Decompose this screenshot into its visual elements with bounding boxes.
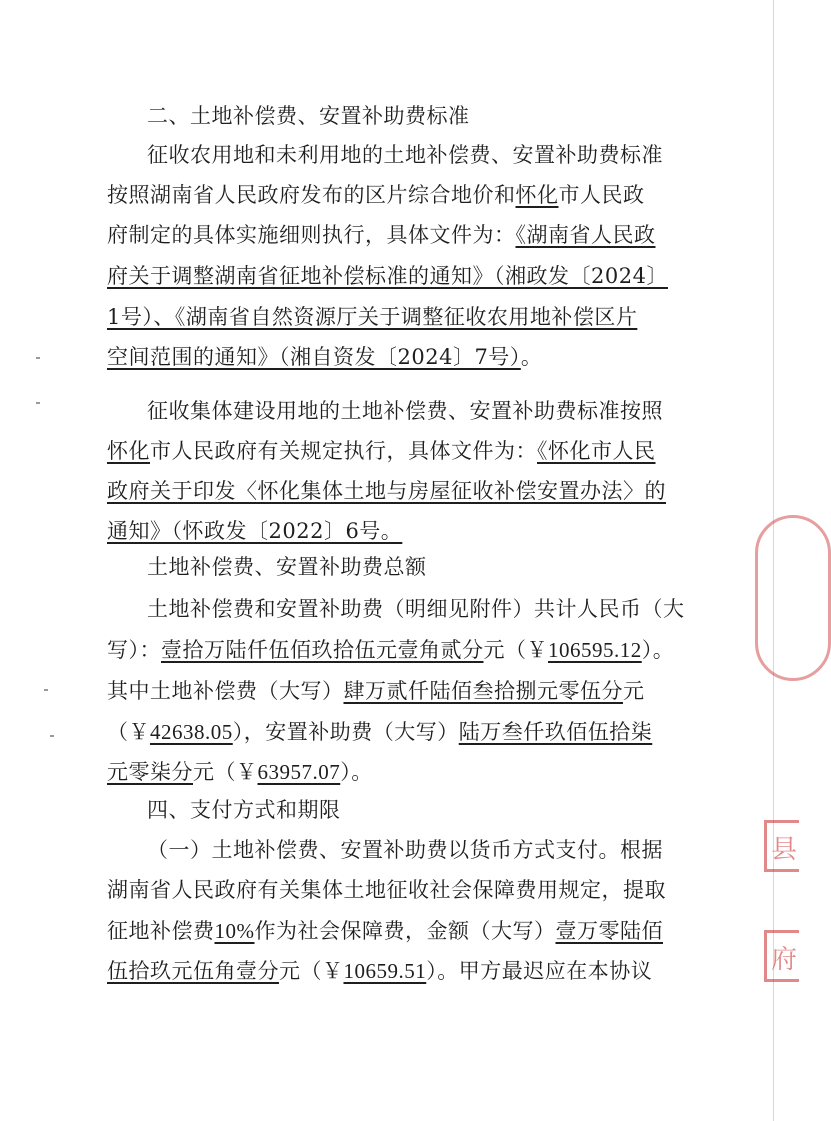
scan-speck (44, 689, 48, 691)
percentage-figure: 10% (214, 919, 255, 943)
document-reference-line: 政府关于印发〈怀化集体土地与房屋征收补偿安置办法〉的 (107, 479, 666, 503)
seal-char: 县 (771, 835, 798, 865)
paragraph-line: 怀化市人民政府有关规定执行，具体文件为：《怀化市人民 (107, 439, 656, 463)
section-heading-total: 土地补偿费、安置补助费总额 (147, 555, 427, 579)
amount-figure: 42638.05 (150, 720, 233, 744)
scan-speck (36, 402, 40, 404)
paragraph-line: 征收农用地和未利用地的土地补偿费、安置补助费标准 (147, 143, 663, 167)
document-reference-line: 府关于调整湖南省征地补偿标准的通知》（湘政发〔2024〕 (107, 264, 668, 288)
scan-speck (50, 735, 54, 737)
paragraph-line: 土地补偿费和安置补助费（明细见附件）共计人民币（大 (147, 597, 685, 621)
document-reference-line: 通知》（怀政发〔2022〕6号。 (107, 519, 403, 543)
amount-in-words: 伍拾玖元伍角壹分 (107, 959, 279, 983)
paragraph-line: 元零柒分元（￥63957.07）。 (107, 760, 373, 784)
amount-figure: 10659.51 (343, 959, 427, 983)
amount-in-words: 元零柒分 (107, 760, 193, 784)
city-name-underlined: 怀化 (515, 183, 559, 207)
paragraph-line: 府制定的具体实施细则执行，具体文件为：《湖南省人民政 (107, 223, 656, 247)
paragraph-line: 按照湖南省人民政府发布的区片综合地价和怀化市人民政 (107, 183, 645, 207)
amount-in-words: 肆万贰仟陆佰叁拾捌元零伍分 (343, 679, 623, 703)
paragraph-line: 征收集体建设用地的土地补偿费、安置补助费标准按照 (147, 399, 663, 423)
amount-in-words: 陆万叁仟玖佰伍拾柒 (458, 720, 653, 744)
document-reference-line: 1号）、《湖南省自然资源厅关于调整征收农用地补偿区片 (107, 305, 638, 329)
document-reference: 《怀化市人民 (537, 439, 656, 463)
section-heading-payment: 四、支付方式和期限 (147, 798, 341, 822)
seal-fragment-bottom (764, 930, 799, 982)
paragraph-line: 写）：壹拾万陆仟伍佰玖拾伍元壹角贰分元（￥106595.12）。 (107, 638, 675, 662)
red-seal-stamp (755, 515, 831, 681)
paragraph-line: （￥42638.05），安置补助费（大写）陆万叁仟玖佰伍拾柒 (107, 720, 653, 744)
amount-in-words: 壹万零陆佰 (555, 919, 663, 943)
paragraph-line: 其中土地补偿费（大写）肆万贰仟陆佰叁拾捌元零伍分元 (107, 679, 645, 703)
section-heading-standard: 二、土地补偿费、安置补助费标准 (147, 104, 470, 128)
paragraph-line: 伍拾玖元伍角壹分元（￥10659.51）。甲方最迟应在本协议 (107, 959, 653, 983)
amount-figure: 63957.07 (257, 760, 341, 784)
city-name-underlined: 怀化 (107, 439, 150, 463)
document-reference: 空间范围的通知》（湘自资发〔2024〕7号） (107, 345, 521, 369)
paragraph-line: 空间范围的通知》（湘自资发〔2024〕7号）。 (107, 345, 543, 369)
document-reference: 《湖南省人民政 (515, 223, 656, 247)
amount-in-words: 壹拾万陆仟伍佰玖拾伍元壹角贰分 (161, 638, 484, 662)
amount-figure: 106595.12 (548, 638, 642, 662)
scan-speck (36, 357, 40, 359)
seal-char: 府 (771, 945, 798, 975)
paragraph-line: 湖南省人民政府有关集体土地征收社会保障费用规定，提取 (107, 878, 666, 902)
paragraph-line: 征地补偿费10%作为社会保障费，金额（大写）壹万零陆佰 (107, 919, 663, 943)
paragraph-line: （一）土地补偿费、安置补助费以货币方式支付。根据 (147, 838, 663, 862)
seal-fragment-top (764, 820, 799, 872)
